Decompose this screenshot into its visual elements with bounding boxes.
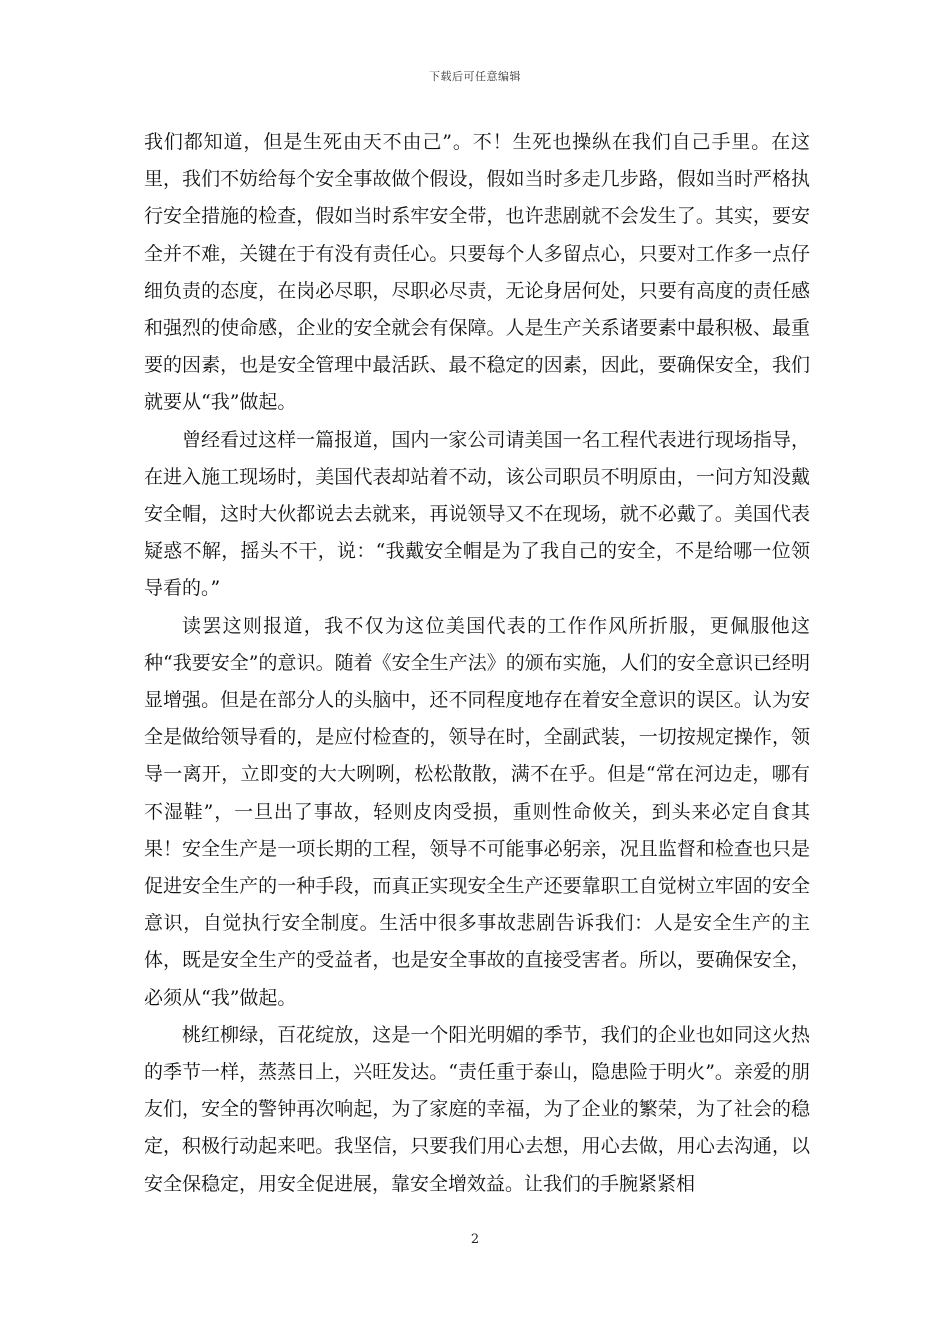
paragraph-safety-awareness: 读罢这则报道，我不仅为这位美国代表的工作作风所折服，更佩服他这种“我要安全”的意识。随着《安全生产法》的颁布实施，人们的安全意识已经明显增强。但是在部分人的头脑中，还不同程度地存在着安全意识的误区。认为安全是做给领导看的，是应付检查的，领导在时，全副武装，一切按规定操作，领导一离开，立即变的大大咧咧，松松散散，满不在乎。但是“常在河边走，哪有不湿鞋”，一旦出了事故，轻则皮肉受损，重则性命攸关，到头来必定自食其果！安全生产是一项长期的工程，领导不可能事必躬亲，况且监督和检查也只是促进安全生产的一种手段，而真正实现安全生产还要靠职工自觉树立牢固的安全意识，自觉执行安全制度。生活中很多事故悲剧告诉我们：人是安全生产的主体，既是安全生产的受益者，也是安全事故的直接受害者。所以，要确保安全，必须从“我”做起。 [144,614,810,1009]
page-number: 2 [470,1232,480,1247]
paragraph-closing-appeal: 桃红柳绿，百花绽放，这是一个阳光明媚的季节，我们的企业也如同这火热的季节一样，蒸蒸日上，兴旺发达。“责任重于泰山，隐患险于明火”。亲爱的朋友们，安全的警钟再次响起，为了家庭的幸福，为了企业的繁荣，为了社会的稳定，积极行动起来吧。我坚信，只要我们用心去想，用心去做，用心去沟通，以安全保稳定，用安全促进展，靠安全增效益。让我们的手腕紧紧相 [144,1023,810,1195]
paragraph-report-story: 曾经看过这样一篇报道，国内一家公司请美国一名工程代表进行现场指导，在进入施工现场时，美国代表却站着不动，该公司职员不明原由，一问方知没戴安全帽，这时大伙都说去去就来，再说领导又不在现场，就不必戴了。美国代表疑惑不解，摇头不干，说：“我戴安全帽是为了我自己的安全，不是给哪一位领导看的。” [144,428,810,600]
page-header: 下载后可任意编辑 [429,70,521,83]
paragraph-continuation: 我们都知道，但是生死由天不由己”。不！生死也操纵在我们自己手里。在这里，我们不妨给每个安全事故做个假设，假如当时多走几步路，假如当时严格执行安全措施的检查，假如当时系牢安全带，也许悲剧就不会发生了。其实，要安全并不难，关键在于有没有责任心。只要每个人多留点心，只要对工作多一点仔细负责的态度，在岗必尽职，尽职必尽责，无论身居何处，只要有高度的责任感和强烈的使命感，企业的安全就会有保障。人是生产关系诸要素中最积极、最重要的因素，也是安全管理中最活跃、最不稳定的因素，因此，要确保安全，我们就要从“我”做起。 [144,131,810,414]
document-body [144,124,810,1203]
